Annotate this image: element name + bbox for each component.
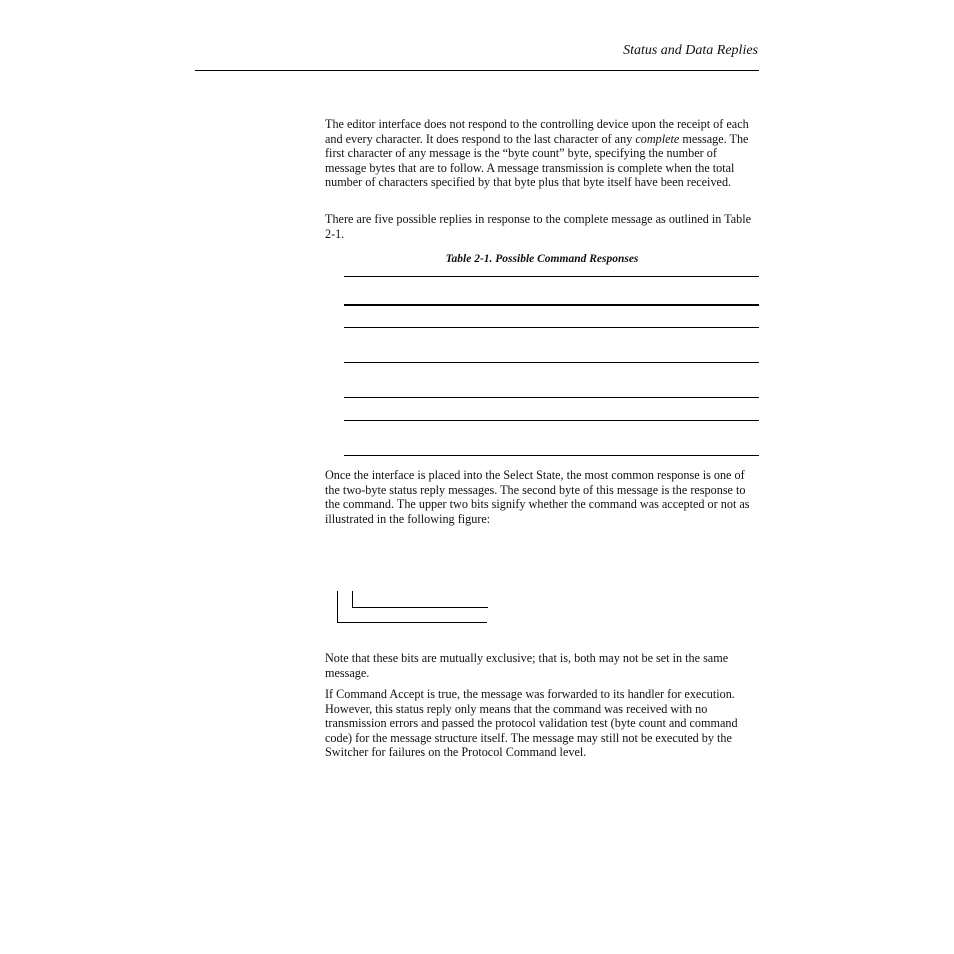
paragraph-command-accept: If Command Accept is true, the message was forwarded to its handler for execution. However, this status reply only means that the command was received with no transmission errors and passed the protocol validation test (byte count and command code) for the message structure itself. The message may still not be executed by the Switcher for failures on the Protocol Command level. <box>325 687 738 760</box>
figure-bit-leader-outer-vertical <box>337 591 338 623</box>
paragraph-replies: There are five possible replies in response to the complete message as outlined in Table 2-1. <box>325 212 752 241</box>
paragraph-intro <box>325 117 759 190</box>
table-bottom-rule <box>344 455 759 456</box>
table-caption: Table 2-1. Possible Command Responses <box>445 253 639 265</box>
paragraph-status-reply: Once the interface is placed into the Select State, the most common response is one of the two-byte status reply messages. The second byte of this message is the response to the command. The upper two bits signify whether the command was accepted or not as illustrated in the following figure: <box>325 468 750 526</box>
figure-bit-leader-inner-horizontal <box>352 607 488 608</box>
table-row-rule <box>344 362 759 363</box>
table-row-rule <box>344 327 759 328</box>
figure-bit-leader-inner-vertical <box>352 591 353 607</box>
paragraph-intro-emphasis: complete <box>635 131 680 146</box>
table-header-rule <box>344 304 759 306</box>
paragraph-intro-part-1: The editor interface does not respond to the controlling device upon the receipt of each and every character. It does respond to the last character of any <box>325 117 749 146</box>
table-top-rule <box>344 276 759 277</box>
header-rule <box>195 70 759 71</box>
figure-bit-leader-outer-horizontal <box>337 622 487 623</box>
paragraph-exclusive-bits: Note that these bits are mutually exclusive; that is, both may not be set in the same message. <box>325 651 729 680</box>
running-header-title: Status and Data Replies <box>623 43 758 58</box>
table-row-rule <box>344 420 759 421</box>
paragraph-intro-part-2: message. The first character of any message is the “byte count” byte, specifying the number of message bytes that are to follow. A message transmission is complete when the total number of characters specified by that byte plus that byte itself have been received. <box>325 131 749 190</box>
table-row-rule <box>344 397 759 398</box>
